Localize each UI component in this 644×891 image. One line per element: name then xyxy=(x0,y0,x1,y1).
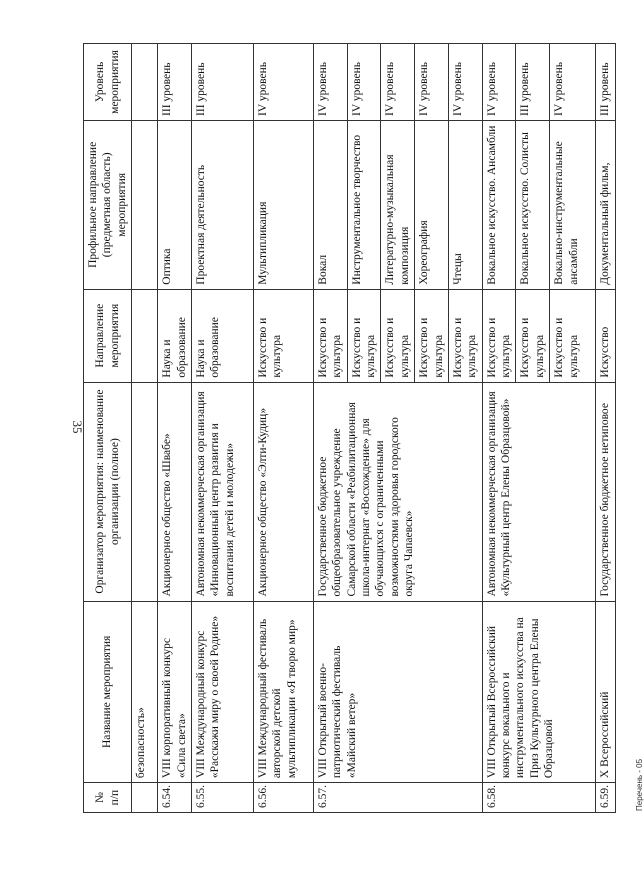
cell-name: безопасность» xyxy=(132,601,158,783)
cell-level: III уровень xyxy=(516,44,550,121)
table-row xyxy=(482,44,516,813)
cell-direction: Искусство и культура xyxy=(516,289,550,382)
table-row xyxy=(158,44,192,813)
header-profile: Профильное направление (предметная область) мероприятия xyxy=(84,120,132,289)
page-footer: Перечень - 05 xyxy=(635,758,644,811)
cell-num: 6.56. xyxy=(253,783,313,813)
cell-profile: Мультипликация xyxy=(253,120,313,289)
header-direction: Направление мероприятия xyxy=(84,289,132,382)
cell-profile: Хореография xyxy=(415,120,449,289)
cell-direction: Искусство xyxy=(596,289,616,382)
header-level: Уровень мероприятия xyxy=(84,44,132,121)
rotated-table-block xyxy=(83,43,644,813)
cell-profile: Проектная деятельность xyxy=(191,120,253,289)
cell-num: 6.55. xyxy=(191,783,253,813)
cell-num xyxy=(132,783,158,813)
cell-level: III уровень xyxy=(191,44,253,121)
cell-direction: Искусство и культура xyxy=(253,289,313,382)
cell-name: VIII Открытый Всероссийский конкурс вокального и инструментального искусства на Приз Культурного центра Елены Образцовой xyxy=(482,601,596,783)
cell-name: VIII Открытый военно-патриотический фестиваль «Майский ветер» xyxy=(313,601,482,783)
cell-name: X Всероссийский xyxy=(596,601,616,783)
cell-direction xyxy=(132,289,158,382)
page-number: 35 xyxy=(70,420,85,434)
header-org: Организатор мероприятия: наименование организации (полное) xyxy=(84,382,132,601)
cell-org: Акционерное общество «Швабе» xyxy=(158,382,192,601)
cell-level: III уровень xyxy=(596,44,616,121)
cell-org xyxy=(132,382,158,601)
cell-direction: Искусство и культура xyxy=(550,289,596,382)
cell-name: VIII Международный фестиваль авторской детской мультипликации «Я творю мир» xyxy=(253,601,313,783)
cell-profile: Литературно-музыкальная композиция xyxy=(381,120,415,289)
cell-name: VIII корпоративный конкурс «Сила света» xyxy=(158,601,192,783)
table-row xyxy=(596,44,616,813)
cell-num: 6.59. xyxy=(596,783,616,813)
cell-level: IV уровень xyxy=(313,44,347,121)
cell-direction: Искусство и культура xyxy=(448,289,482,382)
cell-profile: Документальный фильм, xyxy=(596,120,616,289)
cell-direction: Искусство и культура xyxy=(381,289,415,382)
cell-level: IV уровень xyxy=(415,44,449,121)
events-table xyxy=(83,43,616,813)
cell-level: IV уровень xyxy=(347,44,381,121)
cell-direction: Искусство и культура xyxy=(347,289,381,382)
table-row xyxy=(132,44,158,813)
table-header-row xyxy=(84,44,132,813)
cell-level: IV уровень xyxy=(381,44,415,121)
cell-profile: Вокал xyxy=(313,120,347,289)
header-num: № п/п xyxy=(84,783,132,813)
cell-org: Акционерное общество «Элти-Кудиц» xyxy=(253,382,313,601)
cell-name: VIII Международный конкурс «Расскажи миру о своей Родине» xyxy=(191,601,253,783)
table-row xyxy=(191,44,253,813)
cell-profile: Инструментальное творчество xyxy=(347,120,381,289)
table-row xyxy=(253,44,313,813)
cell-num: 6.58. xyxy=(482,783,596,813)
table-row xyxy=(313,44,347,813)
header-name: Название мероприятия xyxy=(84,601,132,783)
cell-org: Государственное бюджетное нетиповое xyxy=(596,382,616,601)
cell-level: IV уровень xyxy=(482,44,516,121)
cell-profile xyxy=(132,120,158,289)
cell-level: III уровень xyxy=(158,44,192,121)
cell-direction: Наука и образование xyxy=(158,289,192,382)
cell-profile: Вокально-инструментальные ансамбли xyxy=(550,120,596,289)
cell-num: 6.54. xyxy=(158,783,192,813)
cell-profile: Оптика xyxy=(158,120,192,289)
cell-direction: Искусство и культура xyxy=(415,289,449,382)
cell-level: IV уровень xyxy=(448,44,482,121)
cell-direction: Наука и образование xyxy=(191,289,253,382)
cell-org: Государственное бюджетное общеобразовательное учреждение Самарской области «Реабилитационная школа-интернат «Восхождение» для обучающихся с ограниченными возможностями здоровья городского округа Чапаевск» xyxy=(313,382,482,601)
cell-profile: Вокальное искусство. Солисты xyxy=(516,120,550,289)
cell-profile: Вокальное искусство. Ансамбли xyxy=(482,120,516,289)
cell-level xyxy=(132,44,158,121)
cell-direction: Искусство и культура xyxy=(482,289,516,382)
cell-num: 6.57. xyxy=(313,783,482,813)
cell-org: Автономная некоммерческая организация «Инновационный центр развития и воспитания детей и молодежи» xyxy=(191,382,253,601)
cell-org: Автономная некоммерческая организация «Культурный центр Елены Образцовой» xyxy=(482,382,596,601)
cell-level: IV уровень xyxy=(550,44,596,121)
cell-direction: Искусство и культура xyxy=(313,289,347,382)
cell-level: IV уровень xyxy=(253,44,313,121)
cell-profile: Чтецы xyxy=(448,120,482,289)
